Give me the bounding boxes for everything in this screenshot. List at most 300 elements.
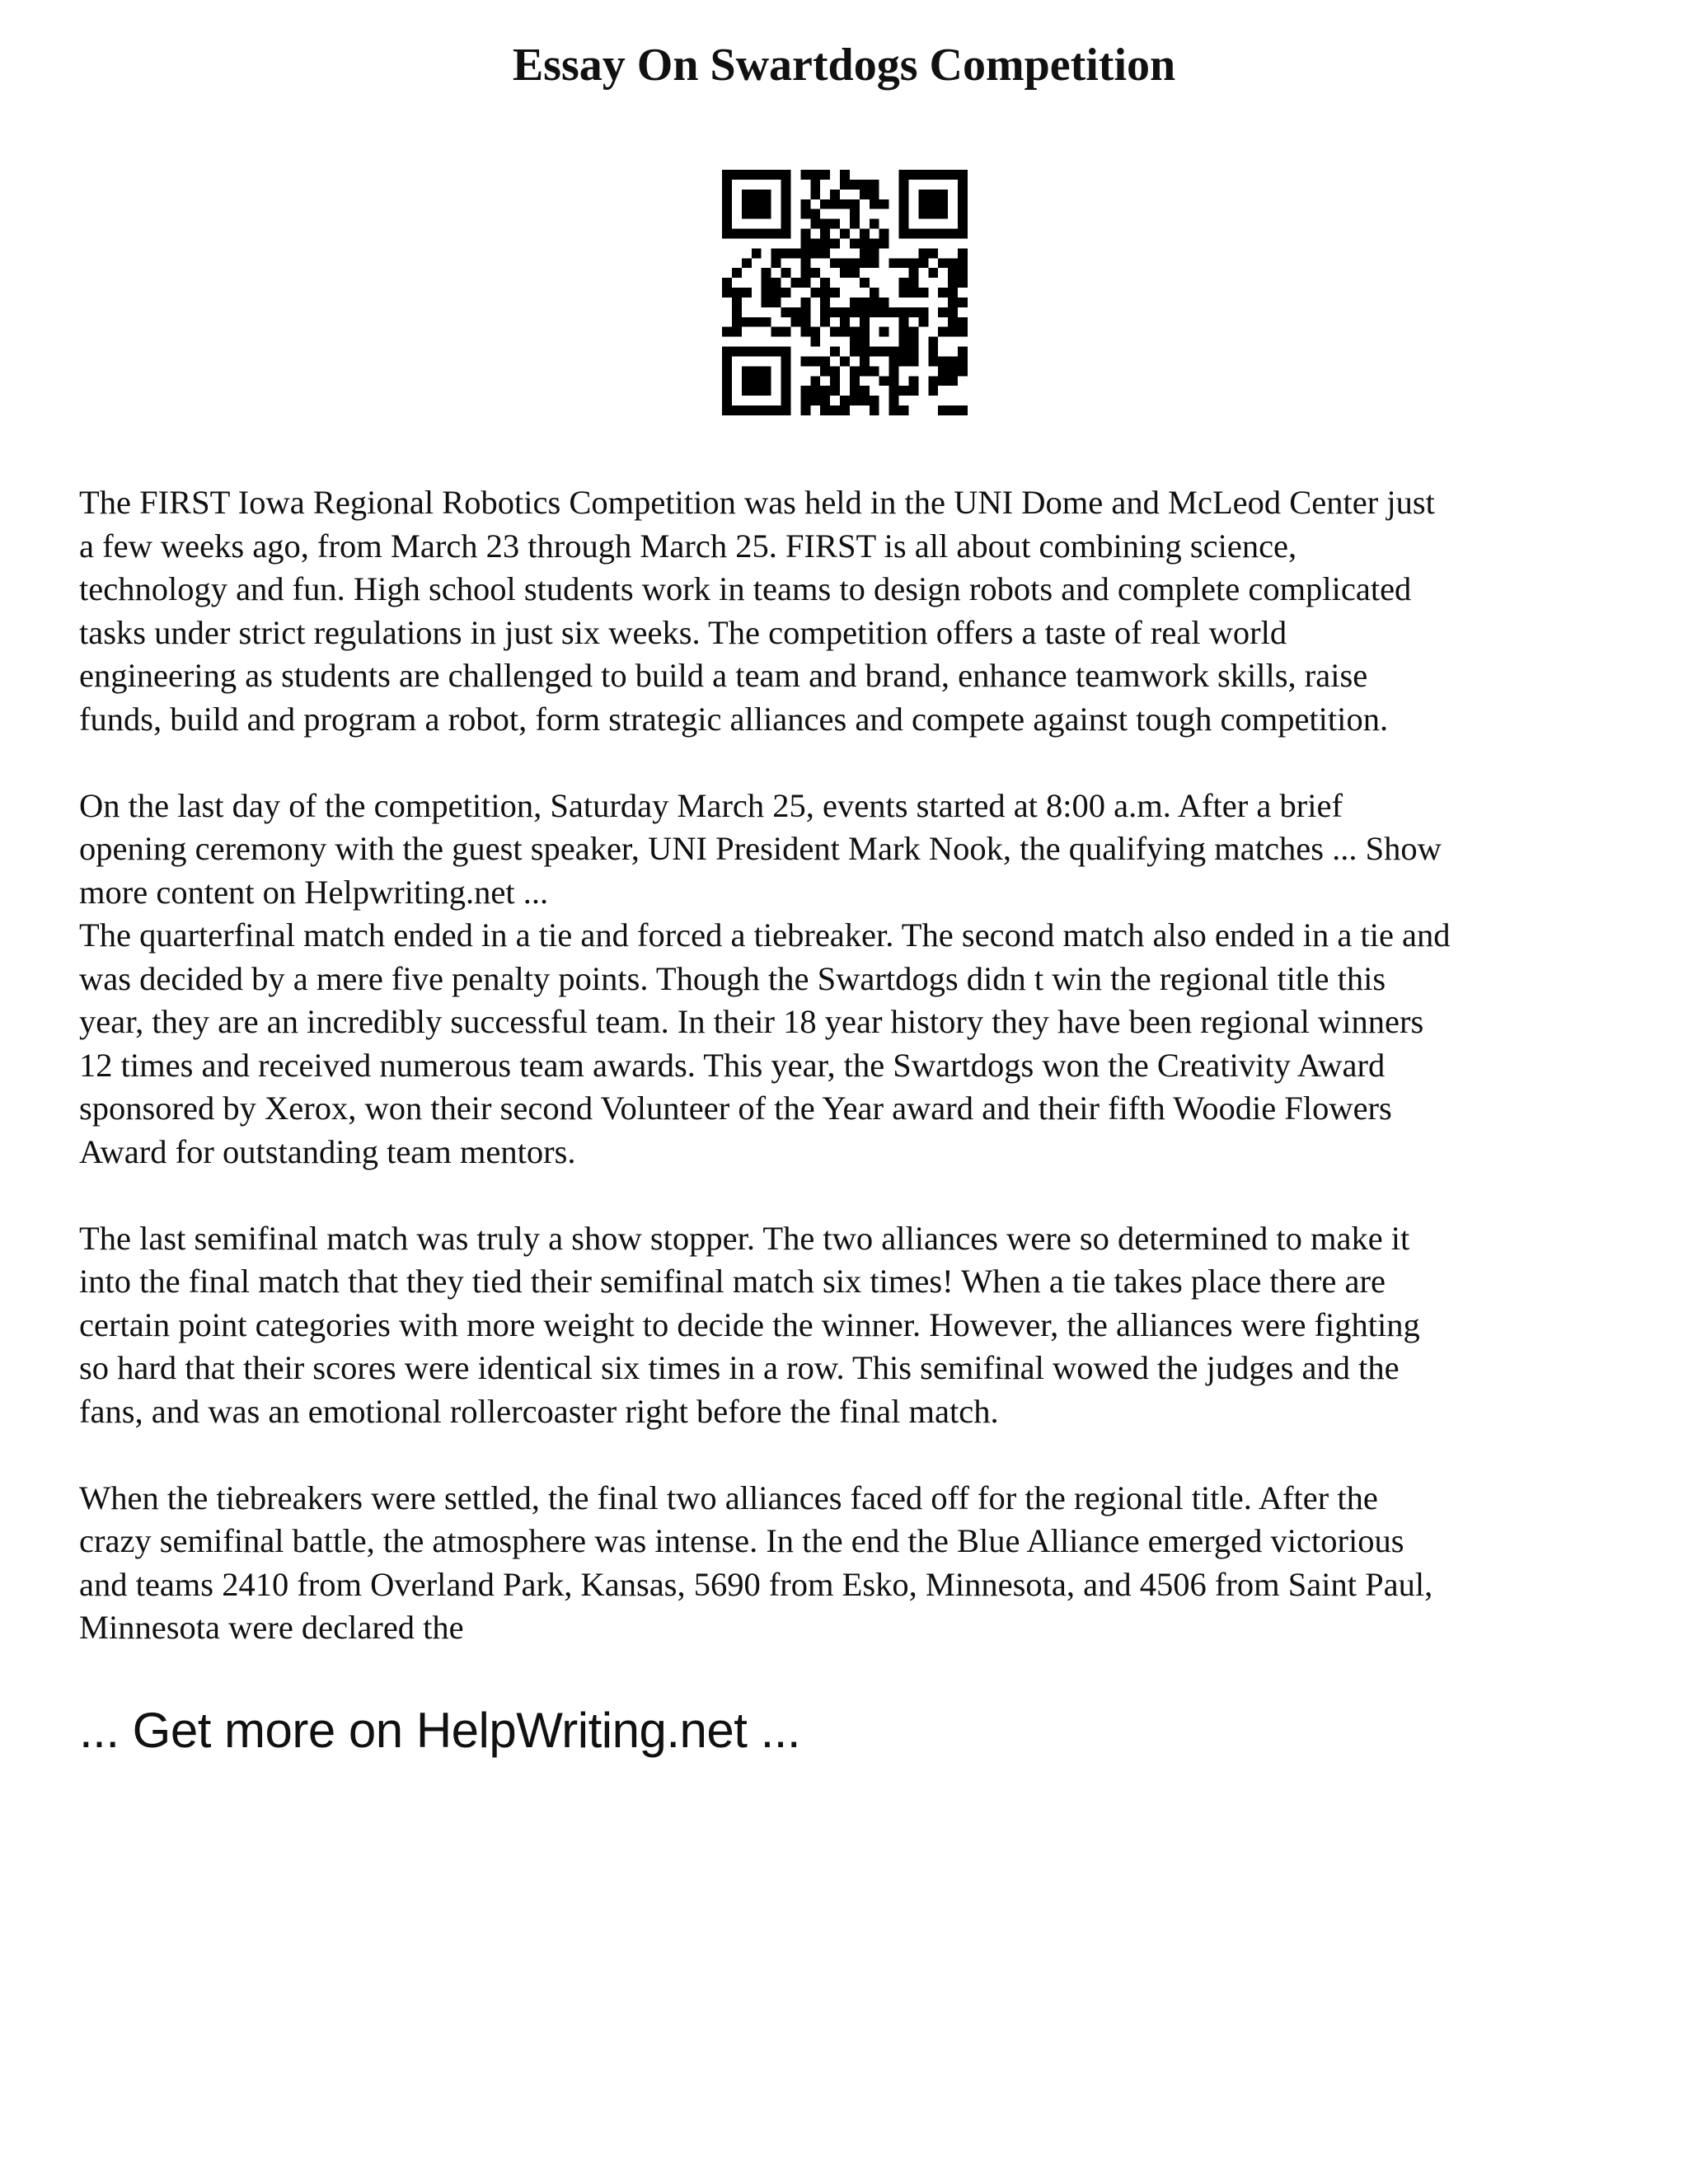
qr-module — [781, 405, 791, 415]
qr-module — [908, 229, 918, 239]
qr-module — [889, 386, 899, 396]
qr-module — [908, 356, 918, 366]
qr-module — [918, 209, 928, 219]
qr-module — [918, 258, 928, 268]
qr-module — [899, 170, 909, 180]
qr-module — [918, 170, 928, 180]
qr-module — [762, 268, 771, 278]
qr-module — [899, 258, 909, 268]
qr-module — [899, 347, 909, 357]
qr-module — [948, 317, 958, 327]
qr-module — [840, 268, 850, 278]
paragraph-quarterfinal: The quarterfinal match ended in a tie and forced a tiebreaker. The second match also ended in a tie and was decided by a mere five penalty points. Though the Swartdogs didn t win the regional title this year, they are an incredibly successful team. In their 18 year history they have been regional winners 12 times and received numerous team awards. This year, the Swartdogs won the Creativity Award sponsored by Xerox, won their second Volunteer of the Year award and their fifth Woodie Flowers Award for outstanding team mentors. — [79, 916, 1451, 1170]
qr-module — [938, 170, 948, 180]
qr-module — [840, 199, 850, 209]
qr-module — [938, 307, 948, 317]
qr-module — [958, 327, 968, 337]
qr-module — [850, 219, 860, 229]
qr-module — [850, 199, 860, 209]
qr-module — [928, 268, 938, 278]
qr-module — [928, 376, 938, 386]
qr-module — [948, 298, 958, 307]
qr-module — [899, 386, 909, 396]
qr-module — [722, 405, 732, 415]
qr-module — [800, 229, 810, 239]
qr-module — [830, 190, 840, 199]
qr-module — [899, 209, 909, 219]
qr-module — [840, 356, 850, 366]
qr-module — [820, 288, 830, 298]
qr-module — [948, 366, 958, 376]
qr-module — [722, 278, 732, 288]
qr-module — [762, 405, 771, 415]
qr-module — [870, 298, 879, 307]
qr-module — [899, 405, 909, 415]
qr-module — [899, 229, 909, 239]
qr-module — [840, 307, 850, 317]
qr-module — [860, 190, 870, 199]
qr-module — [899, 337, 909, 347]
qr-module — [742, 288, 752, 298]
paragraph-semifinal: The last semifinal match was truly a show stopper. The two alliances were so determined to make it into the final match that they tied their semifinal match six times! When a tie takes place there are certain point categories with more weight to decide the winner. However, the alliances were fighting so hard that their scores were identical six times in a row. This semifinal wowed the judges and the fans, and was an emotional rollercoaster right before the final match. — [79, 1219, 1420, 1430]
qr-module — [752, 229, 762, 239]
qr-module — [800, 386, 810, 396]
qr-module — [800, 268, 810, 278]
qr-module — [928, 229, 938, 239]
qr-module — [762, 209, 771, 219]
qr-module — [850, 238, 860, 248]
qr-module — [918, 307, 928, 317]
qr-module — [800, 238, 810, 248]
qr-module — [958, 170, 968, 180]
qr-module — [781, 356, 791, 366]
qr-module — [722, 347, 732, 357]
essay-body — [79, 481, 1645, 1650]
qr-module — [840, 170, 850, 180]
qr-module — [879, 238, 889, 248]
qr-module — [870, 258, 879, 268]
qr-module — [722, 386, 732, 396]
qr-module — [879, 229, 889, 239]
qr-module — [928, 347, 938, 357]
qr-module — [800, 327, 810, 337]
qr-module — [790, 278, 800, 288]
qr-module — [948, 170, 958, 180]
qr-module — [899, 180, 909, 190]
qr-module — [781, 229, 791, 239]
paragraph-final: When the tiebreakers were settled, the final two alliances faced off for the regional title. After the crazy semifinal battle, the atmosphere was intense. In the end the Blue Alliance emerged victorious and teams 2410 from Overland Park, Kansas, 5690 from Esko, Minnesota, and 4506 from Saint Paul, Minnesota were declared the — [79, 1479, 1433, 1646]
qr-module — [722, 356, 732, 366]
qr-module — [889, 376, 899, 386]
qr-module — [722, 180, 732, 190]
qr-module — [742, 386, 752, 396]
qr-module — [860, 317, 870, 327]
qr-module — [762, 170, 771, 180]
qr-module — [948, 376, 958, 386]
qr-module — [800, 209, 810, 219]
qr-module — [889, 366, 899, 376]
qr-module — [800, 307, 810, 317]
qr-module — [742, 366, 752, 376]
qr-module — [742, 170, 752, 180]
qr-module — [958, 258, 968, 268]
qr-module — [870, 347, 879, 357]
qr-module — [781, 376, 791, 386]
qr-module — [948, 327, 958, 337]
qr-module — [722, 229, 732, 239]
qr-module — [889, 405, 899, 415]
qr-module — [781, 170, 791, 180]
qr-module — [820, 170, 830, 180]
qr-module — [958, 366, 968, 376]
qr-module — [938, 258, 948, 268]
qr-module — [732, 288, 742, 298]
qr-module — [732, 405, 742, 415]
qr-module — [908, 258, 918, 268]
qr-module — [879, 307, 889, 317]
qr-module — [870, 405, 879, 415]
qr-module — [752, 209, 762, 219]
qr-module — [810, 219, 820, 229]
qr-module — [879, 347, 889, 357]
qr-module — [742, 405, 752, 415]
qr-module — [820, 366, 830, 376]
qr-module — [938, 288, 948, 298]
qr-module — [762, 199, 771, 209]
qr-module — [850, 347, 860, 357]
qr-module — [762, 229, 771, 239]
qr-module — [928, 386, 938, 396]
qr-module — [800, 298, 810, 307]
qr-module — [830, 199, 840, 209]
qr-module — [870, 219, 879, 229]
qr-module — [771, 248, 781, 258]
qr-module — [948, 258, 958, 268]
qr-module — [781, 288, 791, 298]
qr-module — [948, 307, 958, 317]
qr-module — [820, 238, 830, 248]
qr-module — [810, 180, 820, 190]
qr-module — [722, 209, 732, 219]
qr-module — [800, 317, 810, 327]
qr-module — [742, 347, 752, 357]
qr-module — [948, 229, 958, 239]
qr-module — [860, 180, 870, 190]
qr-module — [938, 356, 948, 366]
qr-module — [860, 356, 870, 366]
qr-module — [742, 376, 752, 386]
qr-module — [820, 199, 830, 209]
qr-module — [810, 209, 820, 219]
qr-module — [850, 307, 860, 317]
qr-module — [918, 229, 928, 239]
qr-module — [820, 396, 830, 405]
qr-module — [850, 268, 860, 278]
qr-module — [771, 229, 781, 239]
qr-module — [889, 307, 899, 317]
qr-module — [928, 209, 938, 219]
qr-module — [908, 327, 918, 337]
qr-module — [732, 298, 742, 307]
qr-module — [958, 298, 968, 307]
qr-module — [830, 347, 840, 357]
qr-module — [958, 180, 968, 190]
qr-module — [800, 278, 810, 288]
qr-module — [781, 307, 791, 317]
qr-module — [820, 405, 830, 415]
qr-module — [830, 238, 840, 248]
qr-module — [771, 405, 781, 415]
qr-module — [810, 248, 820, 258]
qr-module — [820, 278, 830, 288]
qr-module — [850, 396, 860, 405]
qr-module — [870, 199, 879, 209]
qr-module — [899, 278, 909, 288]
get-more-link[interactable]: ... Get more on HelpWriting.net ... — [79, 1703, 801, 1758]
qr-module — [781, 366, 791, 376]
qr-module — [879, 376, 889, 386]
qr-module — [850, 209, 860, 219]
qr-module — [762, 386, 771, 396]
qr-module — [722, 219, 732, 229]
qr-module — [908, 170, 918, 180]
qr-module — [781, 209, 791, 219]
qr-module — [820, 307, 830, 317]
qr-module — [899, 356, 909, 366]
qr-module — [860, 347, 870, 357]
qr-module — [790, 307, 800, 317]
qr-module — [810, 386, 820, 396]
qr-module — [899, 288, 909, 298]
qr-module — [830, 288, 840, 298]
qr-module — [722, 376, 732, 386]
qr-module — [742, 317, 752, 327]
qr-module — [830, 307, 840, 317]
qr-module — [762, 190, 771, 199]
qr-module — [899, 327, 909, 337]
qr-module — [928, 170, 938, 180]
qr-module — [800, 356, 810, 366]
qr-module — [860, 258, 870, 268]
page-title: Essay On Swartdogs Competition — [512, 40, 1176, 91]
qr-module — [928, 356, 938, 366]
qr-module — [958, 229, 968, 239]
qr-module — [958, 317, 968, 327]
qr-module — [879, 199, 889, 209]
qr-module — [762, 278, 771, 288]
qr-module — [870, 248, 879, 258]
qr-module — [938, 229, 948, 239]
qr-module — [781, 219, 791, 229]
qr-module — [889, 396, 899, 405]
qr-module — [958, 199, 968, 209]
qr-module — [752, 386, 762, 396]
qr-module — [840, 396, 850, 405]
qr-module — [889, 258, 899, 268]
qr-module — [810, 268, 820, 278]
qr-module — [830, 258, 840, 268]
qr-module — [860, 298, 870, 307]
qr-module — [732, 327, 742, 337]
qr-module — [752, 366, 762, 376]
qr-module — [742, 199, 752, 209]
qr-code-icon — [722, 170, 968, 415]
qr-module — [879, 298, 889, 307]
qr-module — [732, 307, 742, 317]
qr-module — [889, 356, 899, 366]
qr-module — [820, 317, 830, 327]
qr-module — [850, 366, 860, 376]
qr-module — [958, 219, 968, 229]
qr-module — [830, 327, 840, 337]
qr-module — [938, 376, 948, 386]
qr-module — [948, 268, 958, 278]
qr-module — [918, 288, 928, 298]
qr-module — [810, 356, 820, 366]
qr-module — [938, 405, 948, 415]
qr-module — [790, 248, 800, 258]
qr-module — [781, 190, 791, 199]
qr-module — [800, 258, 810, 268]
qr-module — [781, 248, 791, 258]
qr-module — [722, 396, 732, 405]
qr-module — [762, 317, 771, 327]
qr-module — [899, 307, 909, 317]
qr-module — [771, 327, 781, 337]
qr-module — [722, 288, 732, 298]
qr-module — [948, 278, 958, 288]
qr-module — [810, 190, 820, 199]
qr-module — [762, 298, 771, 307]
qr-module — [870, 288, 879, 298]
qr-module — [899, 190, 909, 199]
qr-module — [958, 190, 968, 199]
qr-module — [870, 307, 879, 317]
qr-module — [752, 347, 762, 357]
qr-module — [732, 229, 742, 239]
qr-module — [810, 376, 820, 386]
qr-module — [850, 327, 860, 337]
qr-module — [820, 386, 830, 396]
qr-module — [800, 396, 810, 405]
qr-module — [771, 278, 781, 288]
qr-module — [948, 356, 958, 366]
qr-module — [752, 199, 762, 209]
qr-module — [860, 337, 870, 347]
qr-module — [752, 190, 762, 199]
qr-module — [732, 317, 742, 327]
qr-module — [870, 180, 879, 190]
qr-module — [771, 347, 781, 357]
qr-module — [742, 258, 752, 268]
qr-module — [781, 347, 791, 357]
qr-module — [752, 405, 762, 415]
qr-module — [732, 268, 742, 278]
qr-module — [938, 209, 948, 219]
qr-module — [771, 170, 781, 180]
qr-module — [860, 366, 870, 376]
qr-module — [908, 337, 918, 347]
qr-module — [840, 327, 850, 337]
qr-module — [958, 209, 968, 219]
qr-module — [762, 347, 771, 357]
qr-module — [732, 170, 742, 180]
qr-module — [870, 396, 879, 405]
qr-module — [830, 376, 840, 386]
qr-module — [840, 180, 850, 190]
qr-module — [938, 327, 948, 337]
qr-module — [908, 386, 918, 396]
qr-module — [938, 199, 948, 209]
qr-module — [928, 337, 938, 347]
qr-module — [781, 386, 791, 396]
qr-module — [958, 248, 968, 258]
qr-module — [800, 405, 810, 415]
qr-module — [781, 199, 791, 209]
qr-module — [889, 347, 899, 357]
qr-module — [860, 307, 870, 317]
qr-module — [879, 327, 889, 337]
qr-module — [830, 386, 840, 396]
qr-module — [958, 356, 968, 366]
qr-module — [860, 229, 870, 239]
qr-module — [840, 258, 850, 268]
qr-module — [840, 405, 850, 415]
qr-module — [810, 170, 820, 180]
qr-module — [752, 376, 762, 386]
qr-module — [810, 396, 820, 405]
qr-module — [771, 288, 781, 298]
qr-module — [781, 327, 791, 337]
qr-module — [810, 238, 820, 248]
qr-module — [722, 199, 732, 209]
qr-module — [958, 278, 968, 288]
qr-module — [752, 170, 762, 180]
qr-module — [918, 317, 928, 327]
qr-module — [810, 288, 820, 298]
qr-module — [908, 278, 918, 288]
qr-module — [722, 170, 732, 180]
qr-module — [948, 288, 958, 298]
qr-module — [771, 298, 781, 307]
qr-module — [752, 248, 762, 258]
qr-module — [810, 337, 820, 347]
qr-module — [830, 405, 840, 415]
qr-module — [958, 268, 968, 278]
qr-module — [928, 199, 938, 209]
paragraph-intro: The FIRST Iowa Regional Robotics Competition was held in the UNI Dome and McLeod Center just a few weeks ago, from March 23 through March 25. FIRST is all about combining science, technology and fun. High school students work in teams to design robots and complete complicated tasks under strict regulations in just six weeks. The competition offers a taste of real world engineering as students are challenged to build a team and brand, enhance teamwork skills, raise funds, build and program a robot, form strategic alliances and compete against tough competition. — [79, 484, 1435, 738]
qr-module — [850, 376, 860, 386]
qr-module — [840, 229, 850, 239]
qr-module — [850, 180, 860, 190]
qr-module — [908, 347, 918, 357]
qr-module — [752, 317, 762, 327]
qr-module — [860, 327, 870, 337]
qr-module — [820, 356, 830, 366]
qr-module — [800, 170, 810, 180]
qr-module — [958, 347, 968, 357]
qr-module — [762, 288, 771, 298]
qr-module — [742, 209, 752, 219]
qr-module — [771, 258, 781, 268]
qr-module — [722, 366, 732, 376]
qr-module — [870, 190, 879, 199]
qr-module — [918, 190, 928, 199]
qr-module — [938, 190, 948, 199]
qr-module — [742, 229, 752, 239]
qr-module — [810, 327, 820, 337]
qr-module — [860, 386, 870, 396]
